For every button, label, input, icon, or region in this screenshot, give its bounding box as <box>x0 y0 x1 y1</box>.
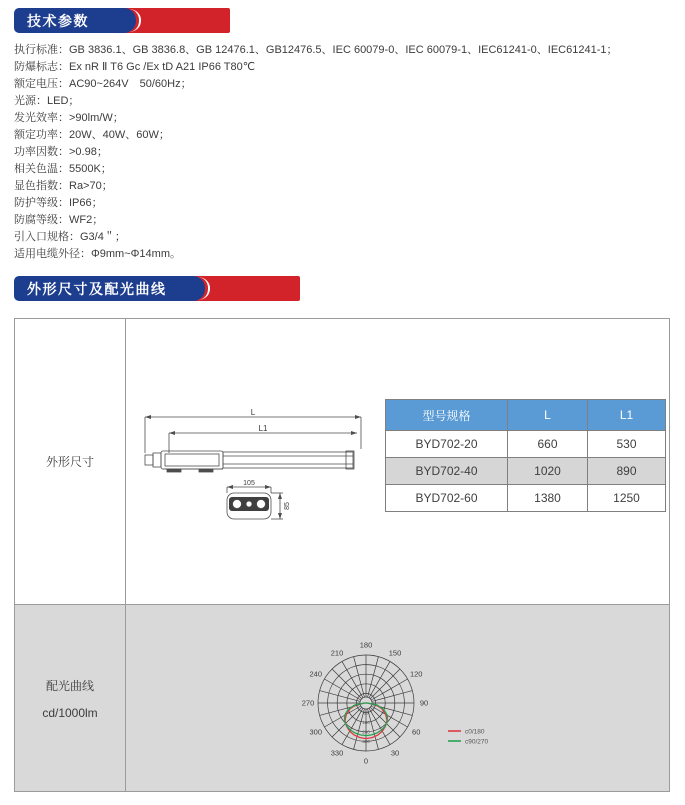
polar-angle-label: 150 <box>388 648 402 658</box>
dim-label-L: L <box>250 408 256 417</box>
spec-cell: BYD702-60 <box>386 485 508 511</box>
polar-angle-label: 210 <box>330 648 344 658</box>
polar-radial-tick: 160 <box>362 720 370 725</box>
spec-cell: 530 <box>616 437 637 451</box>
row-label-dimensions <box>15 319 126 604</box>
param-line: 防腐等级：WF2； <box>14 214 104 226</box>
param-line: 引入口规格：G3/4＂； <box>14 231 126 243</box>
spec-table-body <box>386 430 665 511</box>
row1-label-text: 外形尺寸 <box>45 455 94 469</box>
polar-angle-label: 240 <box>309 669 323 679</box>
row2-label-text: 配光曲线 <box>45 678 94 693</box>
polar-angle-label: 0 <box>363 756 369 766</box>
param-line: 防护等级：IP66； <box>14 197 103 209</box>
polar-angle-label: 270 <box>301 698 315 708</box>
spec-table-row <box>386 484 665 511</box>
legend-label: c0/180 <box>465 728 485 736</box>
section-header-dimensions <box>14 276 300 301</box>
polar-angle-label: 60 <box>412 727 421 737</box>
dimensions-row <box>15 319 669 605</box>
spec-cell: BYD702-40 <box>386 458 508 484</box>
polar-angle-label: 330 <box>330 748 344 758</box>
light-distribution-polar-chart <box>298 623 533 783</box>
polar-radial-tick: 80 <box>363 710 369 716</box>
spec-cell: 660 <box>508 431 588 457</box>
fixture-dimension-drawing <box>139 407 374 547</box>
spec-header-cell: L <box>508 400 588 430</box>
spec-table-header <box>386 400 665 430</box>
dim-label-L1: L1 <box>258 424 268 433</box>
param-line: 光源：LED； <box>14 95 80 107</box>
param-line: 防爆标志：Ex nR Ⅱ T6 Gc /Ex tD A21 IP66 T80℃ <box>14 61 256 73</box>
header-blue-pill <box>14 276 205 301</box>
spec-header-cell: 型号规格 <box>386 400 508 430</box>
spec-table-row <box>386 457 665 484</box>
polar-angle-label: 90 <box>419 698 429 708</box>
polar-angle-label: 30 <box>390 748 400 758</box>
spec-cell: 890 <box>616 464 637 478</box>
dim-label-height: 85 <box>284 502 291 510</box>
spec-cell: 1250 <box>613 491 640 505</box>
polar-angle-label: 300 <box>309 727 323 737</box>
photometric-row <box>15 605 669 791</box>
polar-radial-tick: 320 <box>362 739 370 745</box>
param-line: 发光效率：>90lm/W； <box>14 112 124 124</box>
spec-cell: 1380 <box>508 485 588 511</box>
tech-params-list <box>14 42 676 263</box>
dimensions-table <box>14 318 670 792</box>
polar-angle-label: 180 <box>359 640 373 650</box>
model-spec-table <box>385 399 666 512</box>
legend-label: c90/270 <box>465 738 489 746</box>
polar-radial-tick: 240 <box>362 729 370 735</box>
param-line: 显色指数：Ra>70； <box>14 180 113 192</box>
param-line: 额定功率：20W、40W、60W； <box>14 129 170 141</box>
row2-sublabel-text: cd/1000lm <box>42 705 98 720</box>
param-line: 额定电压：AC90~264V 50/60Hz； <box>14 78 192 90</box>
param-line: 功率因数：>0.98； <box>14 146 108 158</box>
param-line: 执行标准：GB 3836.1、GB 3836.8、GB 12476.1、GB12476.5、IEC 60079-0、IEC 60079-1、IEC61241-0、IEC61241-1； <box>14 44 618 56</box>
section-header-tech-params <box>14 8 230 33</box>
polar-angle-label: 120 <box>409 669 423 679</box>
spec-cell: BYD702-20 <box>386 431 508 457</box>
param-line: 相关色温：5500K； <box>14 163 112 175</box>
param-line: 适用电缆外径：Φ9mm~Φ14mm。 <box>14 248 181 260</box>
spec-header-cell: L1 <box>619 408 634 422</box>
spec-cell: 1020 <box>508 458 588 484</box>
section2-title: 外形尺寸及配光曲线 <box>27 280 167 297</box>
row-label-photometric <box>15 605 126 791</box>
section1-title: 技术参数 <box>27 12 89 29</box>
dim-label-width: 105 <box>243 480 255 487</box>
header-blue-pill <box>14 8 136 33</box>
spec-table-row <box>386 430 665 457</box>
